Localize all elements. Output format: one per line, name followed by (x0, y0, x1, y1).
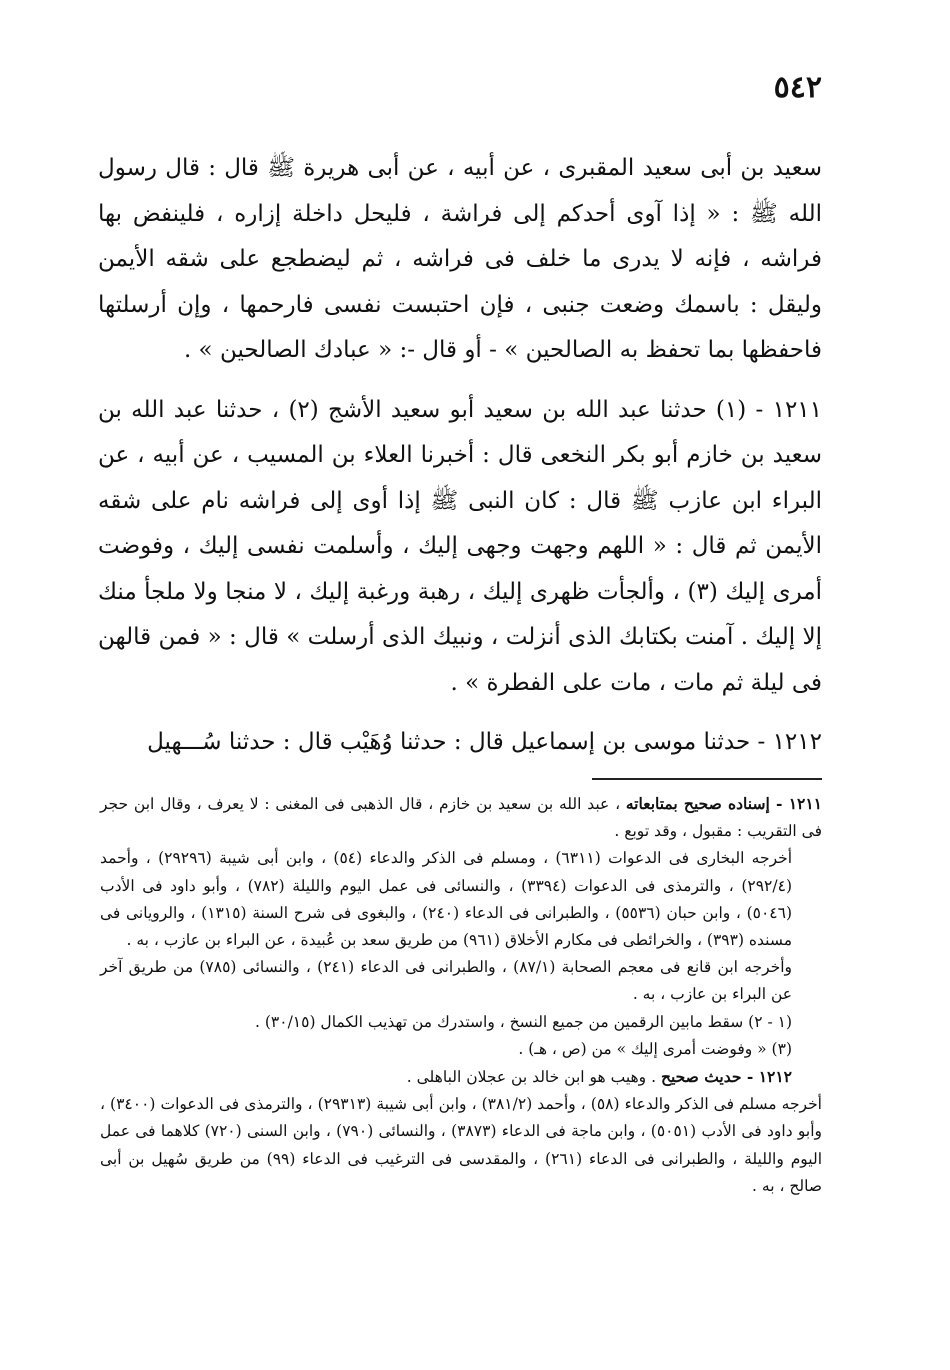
footnote-divider (592, 778, 822, 780)
hadith-1211: ١٢١١ - (١) حدثنا عبد الله بن سعيد أبو سعيد الأشج (٢) ، حدثنا عبد الله بن سعيد بن خازم أبو بكر النخعى قال : أخبرنا العلاء بن المسيب ، عن أبيه ، عن البراء ابن عازب ﷺ قال : كان النبى ﷺ إذا أوى إلى فراشه نام على شقه الأيمن ثم قال : « اللهم وجهت وجهى إليك ، وأسلمت نفسى إليك ، وفوضت أمرى إليك (٣) ، وألجأت ظهرى إليك ، رهبة ورغبة إليك ، لا منجا ولا ملجأ منك إلا إليك . آمنت بكتابك الذى أنزلت ، ونبيك الذى أرسلت » قال : « فمن قالهن فى ليلة ثم مات ، مات على الفطرة » . (98, 396, 823, 696)
footnote-note-1-2: (١ - ٢) سقط مابين الرقمين من جميع النسخ ، واستدرك من تهذيب الكمال (٣٠/١٥) . (255, 1012, 792, 1031)
paragraph-continuation: سعيد بن أبى سعيد المقبرى ، عن أبيه ، عن أبى هريرة ﷺ قال : قال رسول الله ﷺ : « إذا آوى أحدكم إلى فراشة ، فليحل داخلة إزاره ، فلينفض بها فراشه ، فإنه لا يدرى ما خلف فى فراشه ، ثم ليضطجع على شقه الأيمن وليقل : باسمك وضعت جنبى ، فإن احتبست نفسى فارحمها ، وإن أرسلتها فاحفظها بما تحفظ به الصالحين » - أو قال -: « عبادك الصالحين » . (98, 155, 822, 363)
main-text (98, 146, 822, 766)
footnotes (100, 790, 822, 1200)
footnote-1211-text: ، عبد الله بن سعيد بن خازم ، قال الذهبى فى المغنى : لا يعرف ، وقال ابن حجر فى التقريب : مقبول ، وقد توبع . (100, 795, 822, 841)
footnote-1211 (100, 790, 822, 845)
footnote-1212-takhrij: أخرجه مسلم فى الذكر والدعاء (٥٨) ، وأحمد (٣٨١/٢) ، وابن أبى شيبة (٢٩٣١٣) ، والترمذى فى الدعوات (٣٤٠٠) ، وأبو داود فى الأدب (٥٠٥١) ، وابن ماجة فى الدعاء (٣٨٧٣) ، والنسائى (٧٩٠) ، وابن السنى (٧٢٠) كلاهما فى عمل اليوم والليلة ، والطبرانى فى الدعاء (٢٦١) ، والمقدسى فى الترغيب فى الدعاء (٩٩) من طريق سُهيل بن أبى صالح ، به . (100, 1095, 822, 1195)
footnote-note-3: (٣) « وفوضت أمرى إليك » من (ص ، هـ) . (518, 1039, 792, 1058)
footnote-1211-grade: ١٢١١ - إسناده صحيح بمتابعاته (625, 794, 822, 813)
footnote-1212-grade: ١٢١٢ - حديث صحيح (660, 1067, 792, 1087)
footnote-1211-takhrij-2: وأخرجه ابن قانع فى معجم الصحابة (٨٧/١) ، والطبرانى فى الدعاء (٢٤١) ، والنسائى (٧٨٥) من طريق آخر عن البراء بن عازب ، به . (100, 958, 793, 1004)
footnote-1212-text: . وهيب هو ابن خالد بن عجلان الباهلى . (406, 1068, 661, 1087)
page-number: ٥٤٢ (773, 70, 822, 105)
hadith-1212: ١٢١٢ - حدثنا موسى بن إسماعيل قال : حدثنا وُهَيْب قال : حدثنا سُـــهيل (147, 729, 822, 755)
footnote-1211-takhrij: أخرجه البخارى فى الدعوات (٦٣١١) ، ومسلم فى الذكر والدعاء (٥٤) ، وابن أبى شيبة (٢٩٢٩٦) ، وأحمد (٢٩٢/٤) ، والترمذى فى الدعوات (٣٣٩٤) ، والنسائى فى عمل اليوم والليلة (٧٨٢) ، وأبو داود فى الأدب (٥٠٤٦) ، وابن حبان (٥٥٣٦) ، والطبرانى فى الدعاء (٢٤٠) ، والبغوى فى شرح السنة (١٣١٥) ، والرويانى فى مسنده (٣٩٣) ، والخرائطى فى مكارم الأخلاق (٩٦١) من طريق سعد بن عُبيدة ، عن البراء بن عازب ، به . (100, 849, 793, 950)
footnote-1212 (100, 1063, 822, 1091)
